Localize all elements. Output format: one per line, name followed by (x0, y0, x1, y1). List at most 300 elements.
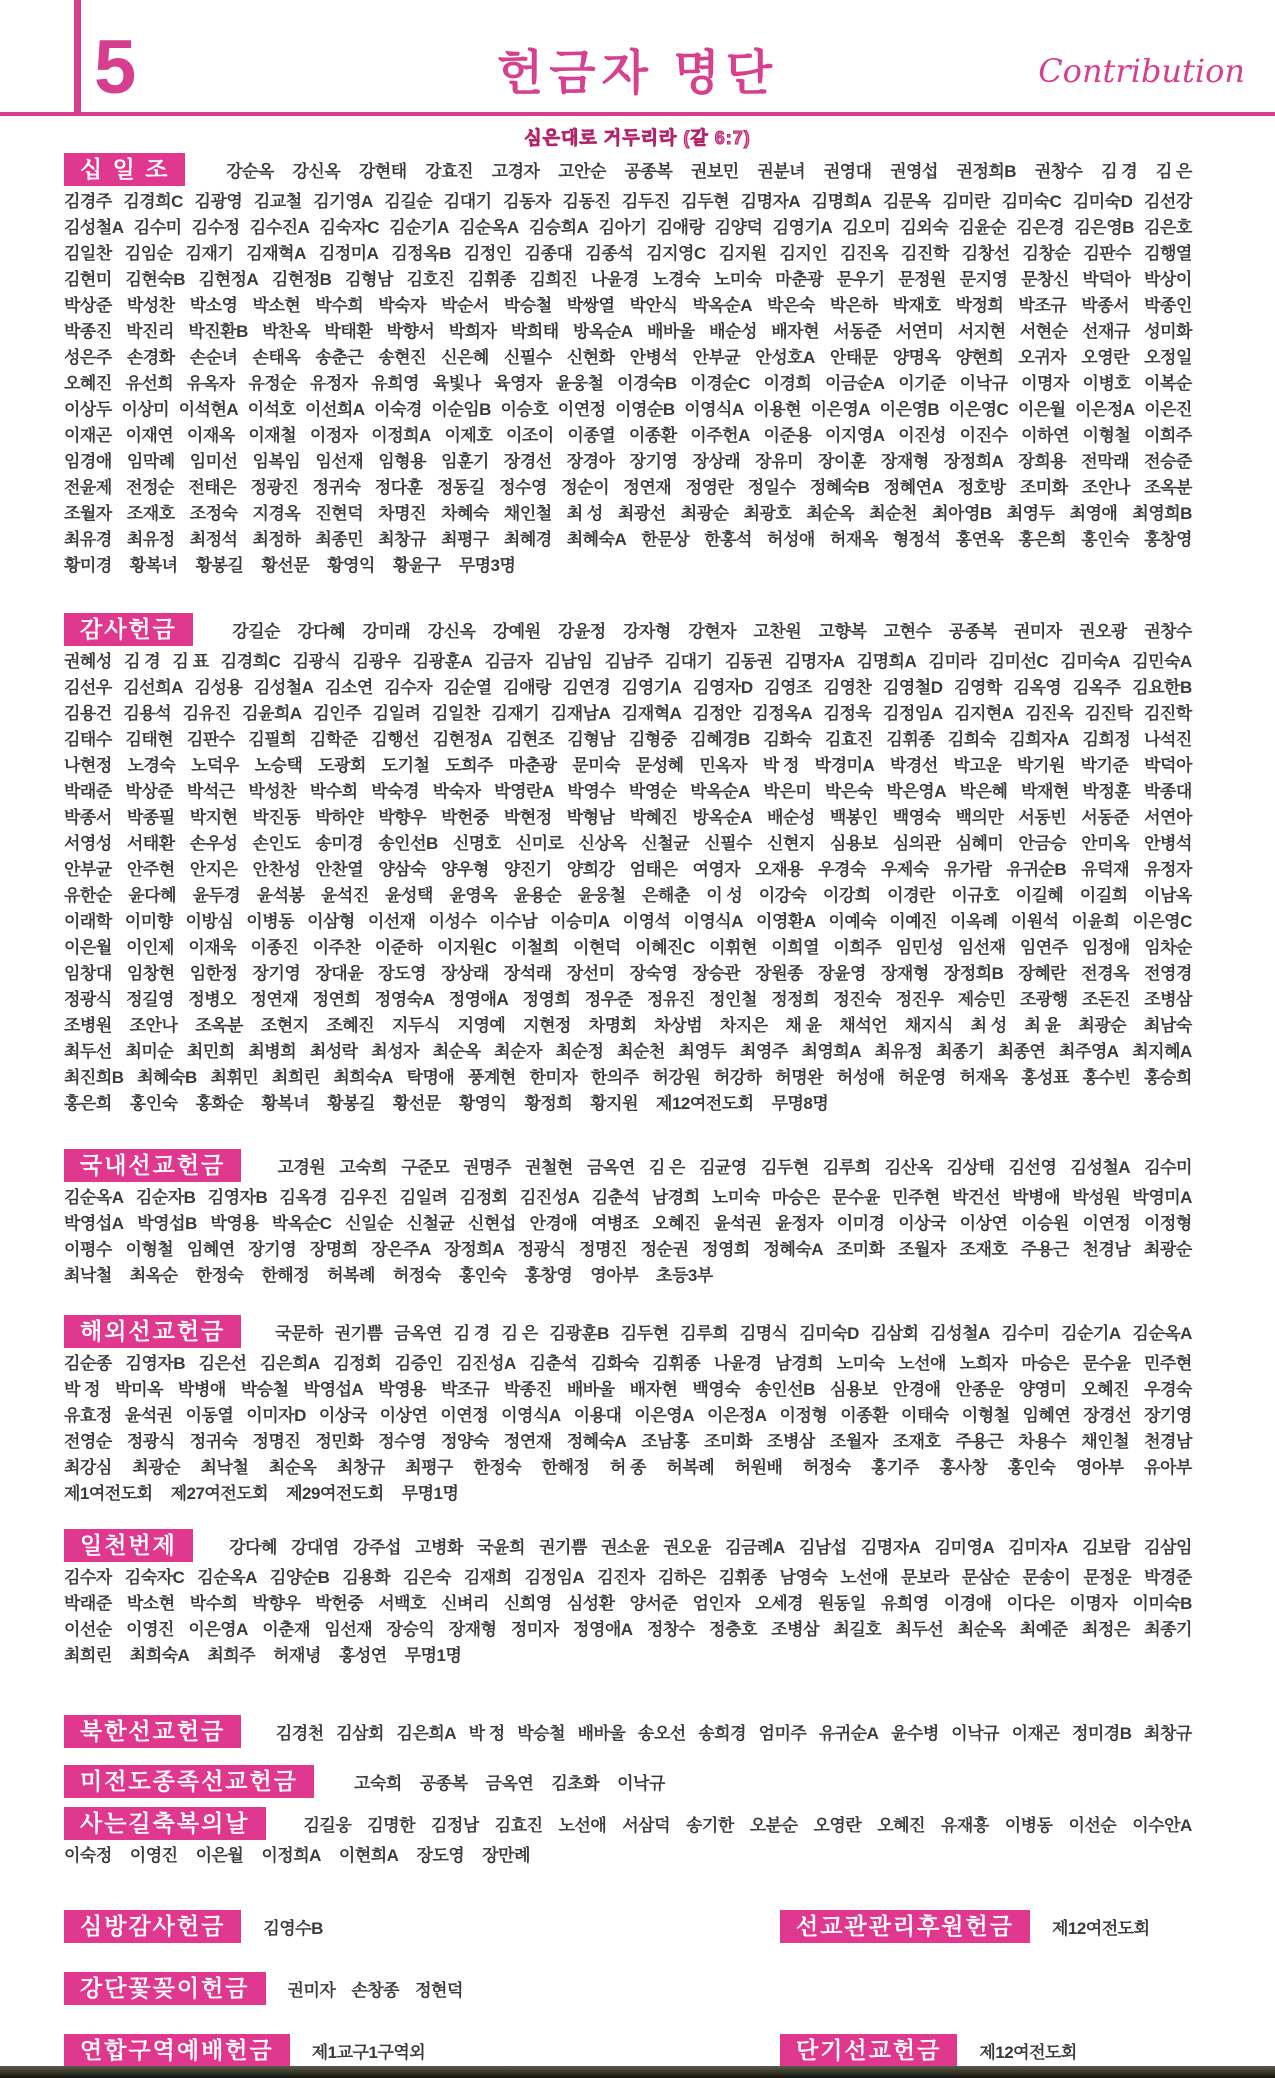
contributor-name: 정명진 (252, 1431, 301, 1451)
contributor-name: 유선희 (125, 373, 174, 393)
name-row (64, 612, 1192, 646)
section-badge-thanksgiving: 감사헌금 (64, 613, 193, 646)
contributor-name: 장정희B (943, 963, 1004, 983)
contributor-name: 박소현 (252, 295, 301, 315)
contributor-name: 김일려 (399, 1187, 448, 1207)
contributor-name: 우경숙 (818, 859, 866, 879)
contributor-name: 김명자A (860, 1537, 921, 1557)
contributor-name: 김은경 (1016, 217, 1065, 237)
contributor-name: 이평수 (64, 1239, 112, 1259)
contributor-name: 김효진 (824, 729, 873, 749)
contributor-name: 홍인숙 (1081, 529, 1130, 549)
contributor-name: 박진동 (252, 807, 301, 827)
footer-row (64, 1972, 1192, 2006)
contributor-name: 김 경 (453, 1323, 490, 1343)
name-row (64, 1234, 1192, 1260)
contributor-name: 최낙철 (200, 1457, 249, 1477)
contributor-name: 장유미 (755, 451, 804, 471)
contributor-name: 이선순 (64, 1619, 112, 1639)
contributor-name: 김수미 (1001, 1323, 1050, 1343)
contributor-name: 방옥순A (692, 807, 752, 827)
contributor-name: 심의관 (892, 833, 941, 853)
contributor-name: 안찬열 (315, 859, 364, 879)
contributor-name: 이은영B (879, 399, 940, 419)
contributor-name: 정인철 (709, 989, 757, 1009)
contributor-name: 유귀순A (818, 1723, 879, 1743)
contributor-name: 박영순 (628, 781, 677, 801)
contributor-name: 이종진 (250, 937, 299, 957)
contributor-name: 문미숙 (572, 755, 621, 775)
contributor-name: 박수희 (189, 1593, 238, 1613)
contributor-name: 유희영 (880, 1593, 929, 1613)
contributor-name: 이다은 (1006, 1593, 1055, 1613)
contributor-name: 안병석 (1144, 833, 1192, 853)
contributor-name: 장윤영 (818, 963, 866, 983)
contributor-name: 박영섭B (137, 1213, 197, 1233)
contributor-name: 마춘광 (508, 755, 557, 775)
contributor-name: 장기영 (248, 1239, 297, 1259)
contributor-name: 윤용순 (513, 885, 562, 905)
contributor-name: 정우준 (584, 989, 633, 1009)
contributor-name: 차상범 (654, 1015, 703, 1035)
contributor-name: 박진리 (126, 321, 174, 341)
contributor-name: 김루희 (822, 1157, 871, 1177)
contributor-name: 김정옥A (752, 703, 812, 723)
contributor-name: 권보민 (690, 161, 739, 181)
contributor-name: 박미옥 (115, 1379, 163, 1399)
contributor-name: 김행선 (371, 729, 420, 749)
contributor-name: 이철희 (510, 937, 559, 957)
section-pulpit-flower (64, 1972, 479, 2005)
contributor-name: 김은희A (396, 1723, 457, 1743)
contributor-name: 박태환 (324, 321, 373, 341)
name-row (64, 368, 1192, 394)
contributor-name: 정영희 (522, 989, 571, 1009)
contributor-name: 정영숙A (374, 989, 435, 1009)
contributor-name: 박정훈 (1082, 781, 1131, 801)
contributor-name: 이승호 (500, 399, 549, 419)
contributor-name: 노미숙 (711, 1187, 760, 1207)
section-badge-domestic-mission: 국내선교헌금 (64, 1149, 241, 1182)
contributor-name: 지두식 (391, 1015, 440, 1035)
contributor-name: 김일찬 (432, 703, 480, 723)
contributor-name: 민주현 (892, 1187, 940, 1207)
contributor-name: 유귀순B (1006, 859, 1067, 879)
contributor-name: 제승민 (957, 989, 1006, 1009)
contributor-name: 오재용 (755, 859, 804, 879)
contributor-name: 정일수 (747, 477, 796, 497)
contributor-name: 김숙자C (124, 1567, 185, 1587)
name-row (64, 1348, 1192, 1374)
contributor-name: 최광선 (617, 503, 666, 523)
contributor-name: 장도영 (416, 1845, 465, 1865)
contributor-name: 최두선 (895, 1619, 944, 1639)
name-row (64, 238, 1192, 264)
name-row (64, 1588, 1192, 1614)
contributor-name: 마춘광 (775, 269, 824, 289)
contributor-name: 전승준 (1144, 451, 1192, 471)
contributor-name: 박희자 (448, 321, 497, 341)
contributor-name: 문우기 (836, 269, 885, 289)
contributor-name: 박병애 (177, 1379, 226, 1399)
contributor-name: 최주영A (1059, 1041, 1119, 1061)
contributor-name: 홍화순 (195, 1093, 244, 1113)
contributor-name: 김오미 (842, 217, 891, 237)
contributor-name: 임한정 (189, 963, 238, 983)
contributor-name: 안경애 (892, 1379, 941, 1399)
contributor-name: 권정희B (956, 161, 1017, 181)
contributor-name: 양우형 (441, 859, 489, 879)
contributor-name: 조병삼 (767, 1431, 815, 1451)
contributor-name: 김명자A (784, 651, 845, 671)
contributor-name: 안찬성 (252, 859, 301, 879)
contributor-name: 홍은희 (1018, 529, 1067, 549)
contributor-name: 박영용 (210, 1213, 259, 1233)
contributor-name: 문지영 (959, 269, 1008, 289)
contributor-name: 정연희 (312, 989, 361, 1009)
contributor-name: 최희린 (271, 1067, 320, 1087)
contributor-name: 김선강 (1143, 191, 1192, 211)
contributor-name: 장재형 (880, 451, 929, 471)
contributor-name: 문수윤 (1082, 1353, 1131, 1373)
contributor-name: 김광영 (194, 191, 243, 211)
contributor-name: 정미자 (510, 1619, 559, 1639)
section-badge-visitation-thanks: 심방감사헌금 (64, 1910, 241, 1943)
name-row (64, 1614, 1192, 1640)
contributor-name: 신필수 (704, 833, 752, 853)
contributor-name: 김지인 (779, 243, 828, 263)
contributor-name: 도희주 (445, 755, 493, 775)
contributor-name: 박쌍열 (566, 295, 615, 315)
contributor-name: 오정일 (1144, 347, 1192, 367)
contributor-name: 김유진 (182, 703, 231, 723)
contributor-name: 손우성 (189, 833, 238, 853)
contributor-name: 양서준 (629, 1593, 678, 1613)
contributor-name: 노승택 (254, 755, 303, 775)
contributor-name: 장기영 (1144, 1405, 1192, 1425)
contributor-name: 이정자 (309, 425, 358, 445)
contributor-name: 강자형 (623, 621, 671, 641)
contributor-name: 강신옥 (292, 161, 341, 181)
contributor-name: 허재옥 (959, 1067, 1008, 1087)
contributor-name: 신필수 (503, 347, 552, 367)
contributor-name: 박 정 (762, 755, 799, 775)
contributor-name: 김정남 (431, 1815, 479, 1835)
contributor-name: 이재연 (125, 425, 174, 445)
contributor-name: 김형남 (345, 269, 393, 289)
contributor-name: 노미숙 (713, 269, 762, 289)
contributor-name: 김옥주 (1072, 677, 1121, 697)
contributor-name: 이현희A (338, 1845, 399, 1865)
contributor-name: 한문상 (641, 529, 690, 549)
contributor-name: 박병애 (1012, 1187, 1061, 1207)
contributor-name: 김미자A (1008, 1537, 1068, 1557)
contributor-name: 김성철A (930, 1323, 990, 1343)
contributor-name: 홍은희 (64, 1093, 112, 1113)
contributor-name: 이수안A (1132, 1815, 1192, 1835)
contributor-name: 최길호 (833, 1619, 882, 1639)
contributor-name: 오세경 (755, 1593, 804, 1613)
contributor-name: 정영란 (685, 477, 734, 497)
name-row (64, 1528, 1192, 1562)
name-row (64, 776, 1192, 802)
contributor-name: 오영란 (1081, 347, 1130, 367)
contributor-name: 황영익 (327, 555, 375, 575)
contributor-name: 이하연 (1021, 425, 1069, 445)
contributor-name: 김필희 (248, 729, 297, 749)
contributor-name: 박승철 (503, 295, 552, 315)
contributor-name: 김남섭 (798, 1537, 847, 1557)
contributor-name: 권오윤 (663, 1537, 711, 1557)
contributor-name: 김숙자C (319, 217, 380, 237)
contributor-name: 나윤경 (590, 269, 639, 289)
section-badge-blessing-day: 사는길축복의날 (64, 1807, 266, 1840)
contributor-name: 허정숙 (392, 1265, 441, 1285)
contributor-name: 정다훈 (374, 477, 423, 497)
contributor-name: 이주헌A (690, 425, 750, 445)
contributor-name: 초등3부 (656, 1265, 713, 1285)
contributor-name: 김정임A (524, 1567, 585, 1587)
contributor-name: 이낙규 (959, 373, 1008, 393)
contributor-name: 이병호 (1082, 373, 1131, 393)
contributor-name: 정귀숙 (312, 477, 361, 497)
contributor-name: 김학준 (309, 729, 358, 749)
contributor-name: 김삼임 (1144, 1537, 1192, 1557)
contributor-name: 최아영B (932, 503, 992, 523)
contributor-name: 허성애 (836, 1067, 885, 1087)
contributor-name: 박향서 (386, 321, 435, 341)
contributor-name: 이병동 (1004, 1815, 1053, 1835)
contributor-name: 채석언 (839, 1015, 888, 1035)
contributor-name: 박헌중 (441, 807, 489, 827)
contributor-name: 박성원 (1072, 1187, 1121, 1207)
contributor-name: 최정하 (252, 529, 301, 549)
section-badge-united-district-worship: 연합구역예배헌금 (64, 2034, 290, 2067)
contributor-name: 이영환A (755, 911, 816, 931)
contributor-name: 김옥영 (1013, 677, 1062, 697)
contributor-name: 이삼형 (307, 911, 355, 931)
contributor-name: 박수희 (309, 781, 358, 801)
contributor-name: 장승관 (692, 963, 741, 983)
contributor-name: 홍사창 (939, 1457, 988, 1477)
contributor-name: 이은영A (634, 1405, 694, 1425)
contributor-name: 김남주 (604, 651, 653, 671)
name-row (64, 854, 1192, 880)
contributor-name: 박희태 (510, 321, 559, 341)
contributor-name: 배순성 (767, 807, 815, 827)
section-tithe (64, 152, 1192, 576)
contributor-name: 권미자 (1013, 621, 1062, 641)
contributor-name: 배순성 (709, 321, 757, 341)
contributor-name: 박숙자 (378, 295, 426, 315)
name-row (64, 186, 1192, 212)
contributor-name: 이은월 (195, 1845, 244, 1865)
page-title: 헌금자 명단 (496, 47, 779, 100)
contributor-name: 김진옥 (840, 243, 889, 263)
contributor-name: 박은영A (886, 781, 946, 801)
contributor-name: 김대기 (664, 651, 713, 671)
contributor-name: 김은영B (1074, 217, 1134, 237)
contributor-name: 배자현 (629, 1379, 678, 1399)
contributor-name: 최종기 (1144, 1619, 1192, 1639)
contributor-name: 김재남A (550, 703, 611, 723)
contributor-name: 김광훈A (412, 651, 473, 671)
name-row (64, 316, 1192, 342)
contributor-name: 박숙자 (432, 781, 481, 801)
contributor-name: 이영순B (615, 399, 675, 419)
contributor-name: 강대염 (291, 1537, 339, 1557)
contributor-name: 이석호 (247, 399, 296, 419)
contributor-name: 신현섭 (468, 1213, 516, 1233)
contributor-name: 이은정A (706, 1405, 767, 1425)
contributor-name: 강효진 (425, 161, 474, 181)
contributor-name: 이강희 (822, 885, 871, 905)
contributor-name: 최희숙A (333, 1067, 393, 1087)
name-row (64, 932, 1192, 958)
contributor-name: 최성락 (309, 1041, 358, 1061)
contributor-name: 노희자 (959, 1353, 1008, 1373)
page-title-english: Contribution (1038, 52, 1245, 90)
contributor-name: 정양숙 (441, 1431, 489, 1451)
contributor-name: 유옥자 (186, 373, 235, 393)
contributor-name: 안병석 (629, 347, 678, 367)
name-row (64, 802, 1192, 828)
contributor-name: 최광순 (132, 1457, 181, 1477)
contributor-name: 안부균 (64, 859, 112, 879)
contributor-name: 조남홍 (641, 1431, 690, 1451)
contributor-name: 정유진 (646, 989, 695, 1009)
contributor-name: 최순자 (494, 1041, 542, 1061)
name-row (64, 1088, 1192, 1114)
contributor-name: 조병삼 (1144, 989, 1192, 1009)
contributor-name: 정정희 (771, 989, 820, 1009)
contributor-name: 허복례 (327, 1265, 375, 1285)
name-row (64, 1764, 1192, 1798)
contributor-name: 김성용 (194, 677, 243, 697)
contributor-name: 정영애A (573, 1619, 633, 1639)
contributor-name: 송현진 (378, 347, 426, 367)
contributor-name: 박소영 (189, 295, 238, 315)
contributor-name: 최영두 (1006, 503, 1055, 523)
contributor-name: 허명완 (775, 1067, 824, 1087)
contributor-name: 주용근 (955, 1431, 1004, 1451)
name-row (64, 152, 1192, 186)
contributor-name: 임복임 (252, 451, 301, 471)
contributor-name: 김창선 (961, 243, 1010, 263)
contributor-name: 김금자 (484, 651, 533, 671)
contributor-name: 김양순B (269, 1567, 330, 1587)
contributor-name: 마승은 (1021, 1353, 1069, 1373)
contributor-name: 김루희 (680, 1323, 729, 1343)
contributor-name: 김용건 (64, 703, 112, 723)
contributor-name: 국문하 (275, 1323, 323, 1343)
contributor-name: 신현지 (767, 833, 815, 853)
contributor-name: 고경원 (277, 1157, 326, 1177)
contributor-name: 이석현A (178, 399, 239, 419)
name-row (64, 750, 1192, 776)
name-row (64, 264, 1192, 290)
contributor-name: 정광식 (517, 1239, 566, 1259)
contributor-name: 김효진 (494, 1815, 543, 1835)
contributor-name: 권명주 (463, 1157, 511, 1177)
contributor-name: 신철균 (406, 1213, 455, 1233)
contributor-name: 황윤구 (392, 555, 441, 575)
contributor-name: 김경주 (64, 191, 112, 211)
contributor-name: 마승은 (771, 1187, 820, 1207)
contributor-name: 윤두경 (192, 885, 241, 905)
contributor-name: 박은미 (763, 781, 812, 801)
page-subtitle: 심은대로 거두리라 (갈 6:7) (524, 128, 751, 148)
contributor-name: 이혜진C (635, 937, 695, 957)
contributor-name: 이상연 (379, 1405, 428, 1425)
name-row (64, 646, 1192, 672)
name-row (64, 1478, 1192, 1504)
contributor-name: 김문옥 (882, 191, 931, 211)
contributor-name: 안주현 (126, 859, 175, 879)
contributor-name: 안종운 (955, 1379, 1004, 1399)
contributor-name: 이주찬 (312, 937, 361, 957)
contributor-name: 정광식 (126, 1431, 175, 1451)
contributor-name: 이숙경 (374, 399, 422, 419)
contributor-name: 양명옥 (892, 347, 941, 367)
contributor-name: 이경란 (887, 885, 935, 905)
contributor-name: 정진숙 (833, 989, 882, 1009)
contributor-name: 문성혜 (635, 755, 684, 775)
contributor-name: 김미라 (928, 651, 977, 671)
contributor-name: 진현덕 (315, 503, 364, 523)
name-row (64, 880, 1192, 906)
contributor-name: 이은정A (1075, 399, 1135, 419)
name-row (64, 724, 1192, 750)
contributor-name: 김종대 (524, 243, 573, 263)
contributor-name: 이순임B (431, 399, 491, 419)
contributor-name: 유아부 (1144, 1457, 1192, 1477)
contributor-name: 김형중 (628, 729, 677, 749)
contributor-name: 박향우 (378, 807, 426, 827)
contributor-name: 박승철 (517, 1723, 566, 1743)
contributor-name: 김요한B (1132, 677, 1192, 697)
contributor-name: 최광순 (1078, 1015, 1127, 1035)
contributor-name: 심성환 (566, 1593, 615, 1613)
contributor-name: 홍인숙 (129, 1093, 178, 1113)
contributor-name: 권기쁨 (539, 1537, 587, 1557)
contributor-name: 이규호 (951, 885, 1000, 905)
contributor-name: 우제숙 (880, 859, 929, 879)
contributor-name: 김정미A (318, 243, 379, 263)
contributor-name: 김인주 (313, 703, 362, 723)
contributor-name: 김명자A (740, 191, 801, 211)
contributor-name: 김두진 (621, 191, 670, 211)
contributor-name: 황선문 (261, 555, 310, 575)
contributor-name: 장혜란 (1018, 963, 1067, 983)
section-mission-center-support (780, 1910, 1166, 1943)
contributor-name: 권오광 (1079, 621, 1127, 641)
contributor-name: 황지원 (590, 1093, 639, 1113)
contributor-name: 장정희A (943, 451, 1004, 471)
contributor-name: 강현자 (688, 621, 736, 641)
contributor-name: 이형철 (961, 1405, 1010, 1425)
contributor-name: 김정옥B (391, 243, 451, 263)
contributor-name: 공종복 (948, 621, 997, 641)
section-badge-overseas-mission: 해외선교헌금 (64, 1315, 241, 1348)
contributor-name: 김보람 (1082, 1537, 1130, 1557)
contributor-name: 강순옥 (226, 161, 274, 181)
contributor-name: 박조규 (1018, 295, 1067, 315)
contributor-name: 이재철 (248, 425, 297, 445)
contributor-name: 이용대 (573, 1405, 622, 1425)
contributor-name: 김화숙 (590, 1353, 639, 1373)
contributor-name: 김휘종 (886, 729, 935, 749)
